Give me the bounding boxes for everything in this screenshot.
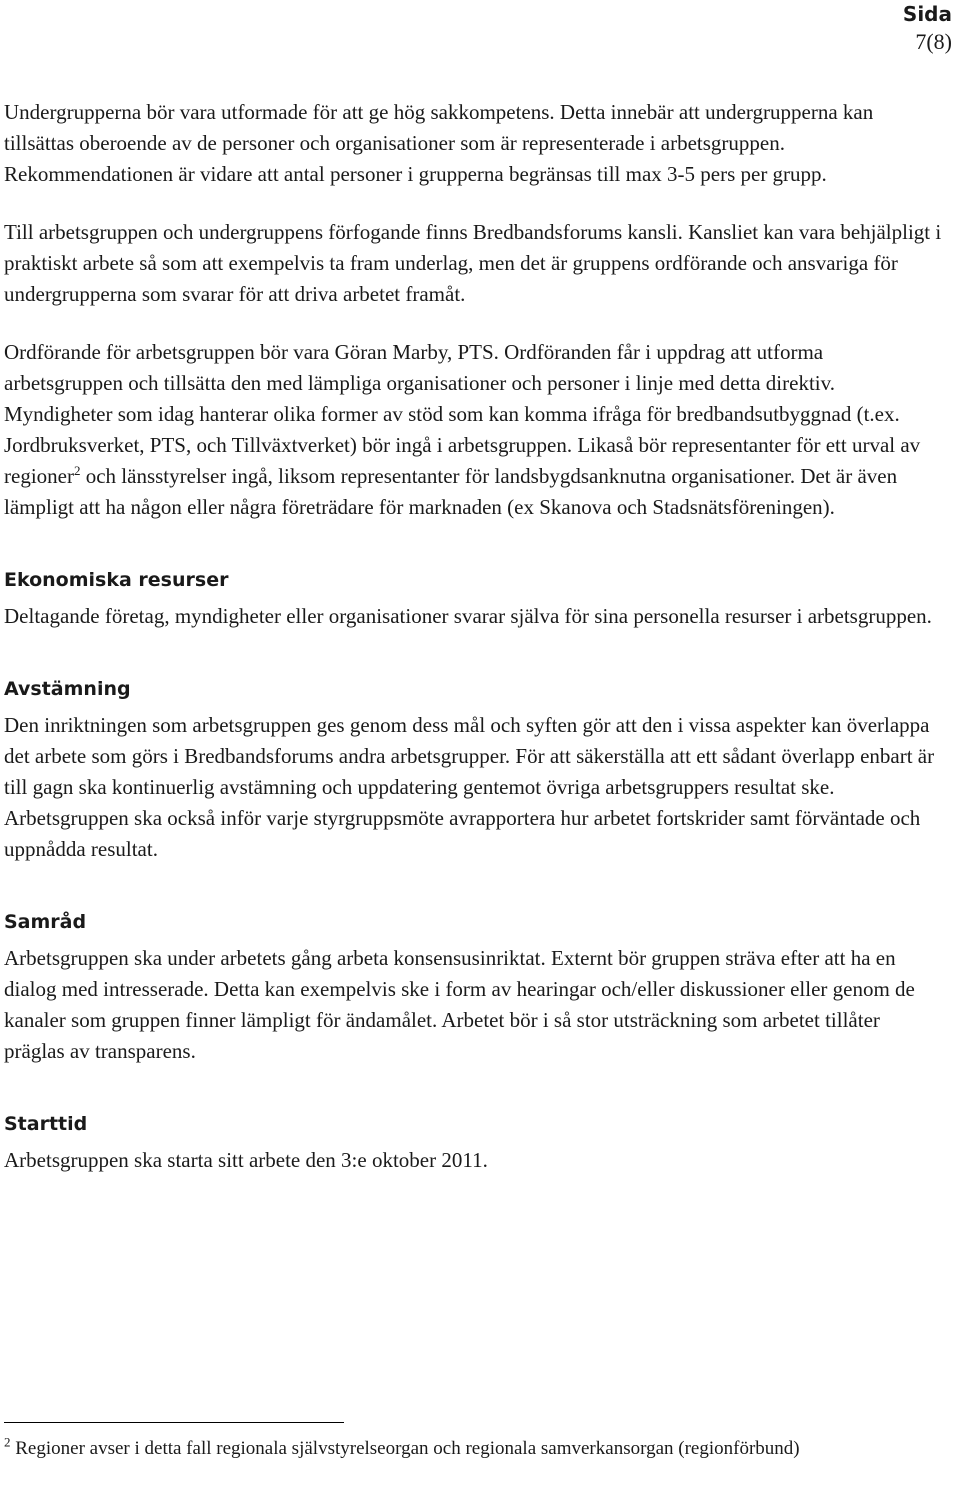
section-text-starttid: Arbetsgruppen ska starta sitt arbete den 3:e oktober 2011.: [4, 1148, 488, 1172]
section-text-samrad: Arbetsgruppen ska under arbetets gång arbeta konsensusinriktat. Externt bör gruppen sträva efter att ha en dialog med intresserade. Detta kan exempelvis ske i form av hearingar och/eller diskussioner eller genom de kanaler som gruppen finner lämpligt för ändamålet. Arbetet bör i så stor utsträckning som arbetet tillåter präglas av transparens.: [4, 946, 915, 1063]
heading-samrad: Samråd: [4, 911, 87, 933]
footnote: [4, 1436, 904, 1462]
page-label: Sida: [902, 2, 952, 26]
heading-ekonomiska-resurser: Ekonomiska resurser: [4, 569, 229, 591]
footnote-text: Regioner avser i detta fall regionala självstyrelseorgan och regionala samverkansorgan (regionförbund): [10, 1438, 800, 1459]
footnote-separator: [4, 1422, 344, 1423]
chair-text-part1: Ordförande för arbetsgruppen bör vara Göran Marby, PTS. Ordföranden får i uppdrag att utforma arbetsgruppen och tillsätta den med lämpliga organisationer och personer i linje med detta direktiv. Myndigheter som idag hanterar olika former av stöd som kan komma ifråga för bredbandsutbyggnad (t.ex. Jordbruksverket, PTS, och Tillväxtverket) bör ingå i arbetsgruppen. Likaså bör representanter för ett urval av regioner: [4, 340, 921, 488]
section-text-ekonomiska-resurser: Deltagande företag, myndigheter eller organisationer svarar själva för sina personella resurser i arbetsgruppen.: [4, 604, 932, 628]
section-text-avstamning: Den inriktningen som arbetsgruppen ges genom dess mål och syften gör att den i vissa aspekter kan överlappa det arbete som görs i Bredbandsforums andra arbetsgrupper. För att säkerställa att ett sådant överlapp enbart är till gagn ska kontinuerlig avstämning och uppdatering gentemot övriga arbetsgruppers resultat ske. Arbetsgruppen ska också inför varje styrgruppsmöte avrapportera hur arbetet fortskrider samt förväntade och uppnådda resultat.: [4, 713, 935, 861]
paragraph-subgroups: Undergrupperna bör vara utformade för att ge hög sakkompetens. Detta innebär att undergrupperna kan tillsättas oberoende av de personer och organisationer som är representerade i arbetsgruppen. Rekommendationen är vidare att antal personer i grupperna begränsas till max 3-5 pers per grupp.: [4, 100, 874, 186]
paragraph-chair: [4, 337, 944, 523]
footnote-number: 2: [4, 1434, 11, 1450]
footnote-reference: 2: [73, 463, 81, 478]
heading-avstamning: Avstämning: [4, 678, 131, 700]
page-number: 7(8): [915, 29, 952, 54]
heading-starttid: Starttid: [4, 1113, 88, 1135]
paragraph-secretariat: Till arbetsgruppen och undergruppens förfogande finns Bredbandsforums kansli. Kansliet kan vara behjälpligt i praktiskt arbete så som att exempelvis ta fram underlag, men det är gruppens ordförande och ansvariga för undergrupperna som svarar för att driva arbetet framåt.: [4, 220, 942, 306]
chair-text-part2: och länsstyrelser ingå, liksom representanter för landsbygdsanknutna organisationer. Det är även lämpligt att ha någon eller några företrädare för marknaden (ex Skanova och Stadsnätsföreningen).: [4, 464, 898, 519]
document-body: [4, 97, 944, 1176]
page-header: [903, 0, 952, 56]
